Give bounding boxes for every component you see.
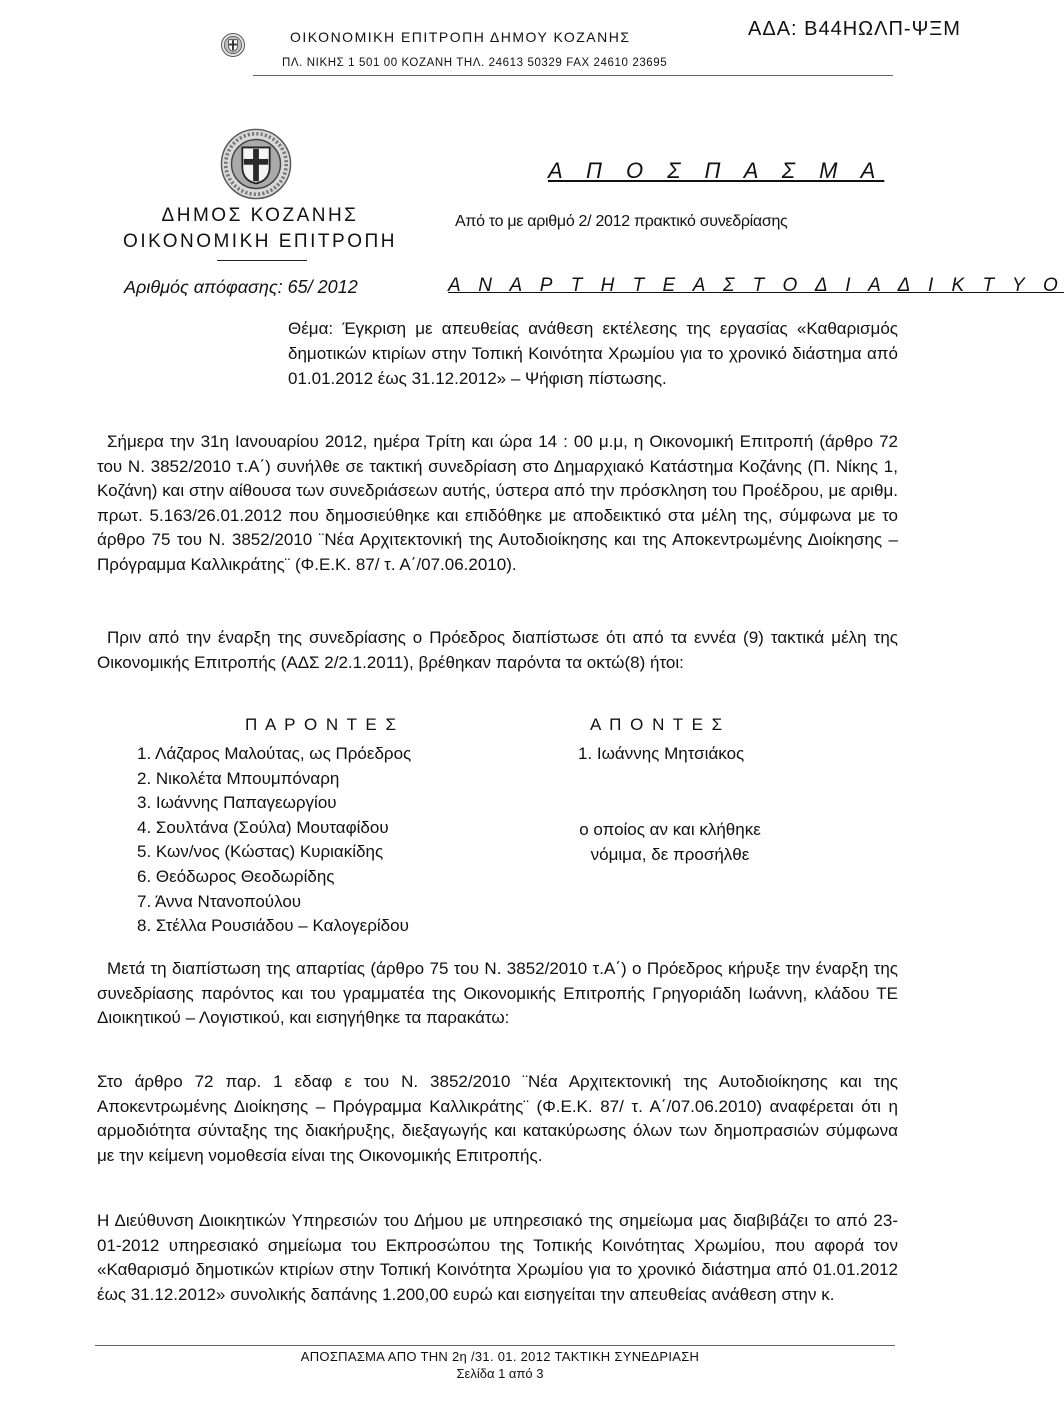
minutes-reference: Από το με αριθμό 2/ 2012 πρακτικό συνεδρίασης bbox=[455, 213, 788, 230]
list-item: 1. Ιωάννης Μητσιάκος bbox=[578, 744, 745, 763]
list-item: 1. Λάζαρος Μαλούτας, ως Πρόεδρος bbox=[137, 744, 412, 763]
paragraph-legal-basis: Στο άρθρο 72 παρ. 1 εδαφ ε του Ν. 3852/2010 ¨Νέα Αρχιτεκτονική της Αυτοδιοίκησης και της Αποκεντρωμένης Διοίκησης – Πρόγραμμα Καλλικράτης¨ (Φ.Ε.Κ. 87/ τ. Α΄/07.06.2010) αναφέρεται ότι η αρμοδιότητα σύνταξης της διακήρυξης, διεξαγωγής και κατακύρωσης όλων των δημοπρασιών σύμφωνα με την κείμενη νομοθεσία είναι της Οικονομικής Επιτροπής. bbox=[97, 1072, 898, 1165]
list-item: 8. Στέλλα Ρουσιάδου – Καλογερίδου bbox=[137, 916, 409, 936]
list-item: 5. Κων/νος (Κώστας) Κυριακίδης bbox=[137, 842, 384, 862]
document-type-title: Α Π Ο Σ Π Α Σ Μ Α bbox=[548, 158, 885, 183]
committee-name: ΟΙΚΟΝΟΜΙΚΗ ΕΠΙΤΡΟΠΗ bbox=[123, 231, 397, 252]
footer-divider bbox=[95, 1345, 895, 1346]
header-divider bbox=[253, 75, 893, 76]
greek-emblem-icon bbox=[220, 128, 292, 200]
list-item: 7. Άννα Ντανοπούλου bbox=[137, 891, 302, 911]
paragraph-session-opening: Μετά τη διαπίστωση της απαρτίας (άρθρο 75 του Ν. 3852/2010 τ.Α΄) ο Πρόεδρος κήρυξε την έναρξη της συνεδρίασης παρόντος και του γραμματέα της Οικονομικής Επιτροπής Γρηγοριάδη Ιωάννη, κλάδου ΤΕ Διοικητικού – Λογιστικού, και εισηγήθηκε τα παρακάτω: bbox=[97, 959, 898, 1027]
authority-divider bbox=[217, 260, 307, 261]
subject: Θέμα: Έγκριση με απευθείας ανάθεση εκτέλεσης της εργασίας «Καθαρισμός δημοτικών κτιρίων στην Τοπική Κοινότητα Χρωμίου για το χρονικό διάστημα από 01.01.2012 έως 31.12.2012» – Ψήφιση πίστωσης. bbox=[288, 319, 898, 388]
paragraph-meeting-details: Σήμερα την 31η Ιανουαρίου 2012, ημέρα Τρίτη και ώρα 14 : 00 μ.μ, η Οικονομική Επιτροπή (άρθρο 72 του Ν. 3852/2010 τ.Α΄) συνήλθε σε τακτική συνεδρίαση στο Δημαρχιακό Κατάστημα Κοζάνης (Π. Νίκης 1, Κοζάνη) και στην αίθουσα των συνεδριάσεων αυτής, ύστερα από την πρόσκληση του Προέδρου, με αριθμ. πρωτ. 5.163/26.01.2012 που δημοσιεύθηκε και επιδόθηκε με αποδεικτικό στα μέλη της, σύμφωνα με το άρθρο 75 του Ν. 3852/2010 ¨Νέα Αρχιτεκτονική της Αυτοδιοίκησης και της Αποκεντρωμένης Διοίκησης – Πρόγραμμα Καλλικράτης¨ (Φ.Ε.Κ. 87/ τ. Α΄/07.06.2010). bbox=[97, 432, 898, 574]
absent-heading: Α Π Ο Ν Τ Ε Σ bbox=[590, 715, 725, 734]
list-item: 2. Νικολέτα Μπουμπόναρη bbox=[137, 768, 340, 788]
publish-online-notice: Α Ν Α Ρ Τ Η Τ Ε Α Σ Τ Ο Δ Ι Α Δ Ι Κ Τ Υ Ο bbox=[448, 275, 1064, 296]
paragraph-quorum: Πριν από την έναρξη της συνεδρίασης ο Πρόεδρος διαπίστωσε ότι από τα εννέα (9) τακτικά μέλη της Οικονομικής Επιτροπής (ΑΔΣ 2/2.1.2011), βρέθηκαν παρόντα τα οκτώ(8) ήτοι: bbox=[97, 628, 898, 672]
paragraph-service-note: Η Διεύθυνση Διοικητικών Υπηρεσιών του Δήμου με υπηρεσιακό της σημείωμα μας διαβιβάζει το από 23-01-2012 υπηρεσιακό σημείωμα του Εκπροσώπου της Τοπικής Κοινότητας Χρωμίου, που αφορά τον «Καθαρισμό δημοτικών κτιρίων στην Τοπική Κοινότητα Χρωμίου για το χρονικό διάστημα από 01.01.2012 έως 31.12.2012» συνολικής δαπάνης 1.200,00 ευρώ και εισηγείται την απευθείας ανάθεση στην κ. bbox=[97, 1211, 898, 1304]
list-item: 6. Θεόδωρος Θεοδωρίδης bbox=[137, 866, 335, 886]
issuing-authority bbox=[100, 203, 420, 255]
municipality-name: ΔΗΜΟΣ ΚΟΖΑΝΗΣ bbox=[161, 205, 359, 226]
present-members-list bbox=[137, 742, 411, 939]
greek-emblem-small-icon bbox=[221, 33, 245, 57]
header-address: ΠΛ. ΝΙΚΗΣ 1 501 00 ΚΟΖΑΝΗ ΤΗΛ. 24613 50329 FAX 24610 23695 bbox=[282, 57, 668, 69]
absent-note-line: ο οποίος αν και κλήθηκε bbox=[579, 820, 761, 839]
ada-code: ΑΔΑ: Β44ΗΩΛΠ-ΨΞΜ bbox=[748, 18, 961, 40]
header-committee-name: ΟΙΚΟΝΟΜΙΚΗ ΕΠΙΤΡΟΠΗ ΔΗΜΟΥ ΚΟΖΑΝΗΣ bbox=[290, 29, 631, 45]
list-item: 3. Ιωάννης Παπαγεωργίου bbox=[137, 793, 337, 813]
absent-note-line: νόμιμα, δε προσήλθε bbox=[590, 844, 750, 864]
footer-title: ΑΠΟΣΠΑΣΜΑ ΑΠΟ ΤΗΝ 2η /31. 01. 2012 ΤΑΚΤΙΚΗ ΣΥΝΕΔΡΙΑΣΗ bbox=[300, 1349, 700, 1364]
absent-note bbox=[560, 818, 780, 867]
absent-members-list bbox=[578, 742, 744, 767]
decision-number: Αριθμός απόφασης: 65/ 2012 bbox=[124, 277, 358, 297]
page-number: Σελίδα 1 από 3 bbox=[456, 1366, 544, 1381]
list-item: 4. Σουλτάνα (Σούλα) Μουταφίδου bbox=[137, 817, 389, 837]
present-heading: Π Α Ρ Ο Ν Τ Ε Σ bbox=[245, 715, 398, 734]
